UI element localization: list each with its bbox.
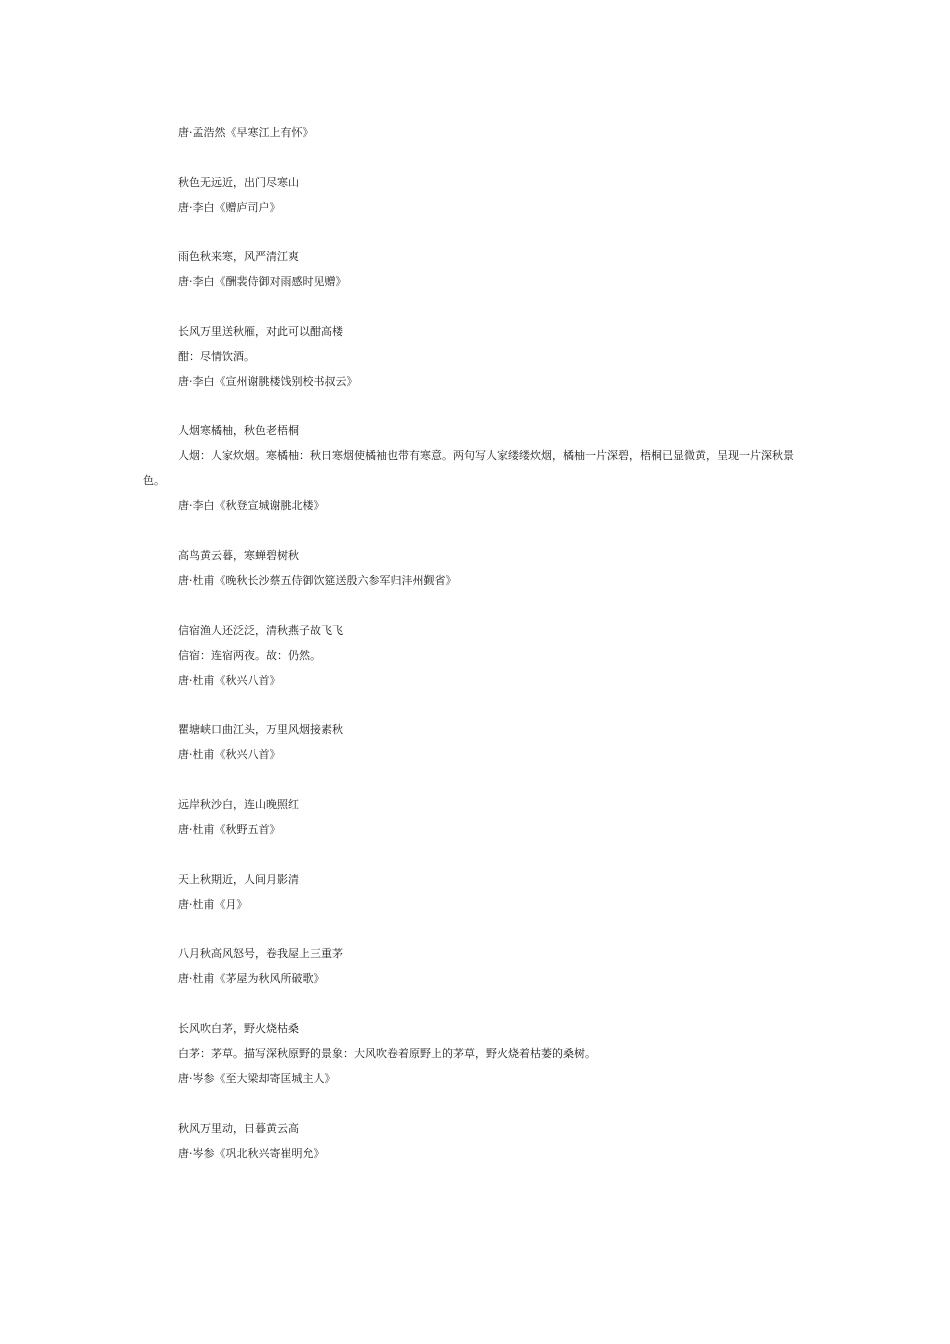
poem-line: 瞿塘峡口曲江头，万里风烟接素秋 — [178, 723, 343, 736]
poem-source: 唐·杜甫《茅屋为秋风所破歌》 — [178, 972, 325, 985]
poem-source: 唐·岑参《巩北秋兴寄崔明允》 — [178, 1147, 325, 1160]
poem-source: 唐·李白《赠庐司户》 — [178, 201, 281, 214]
poem-source: 唐·孟浩然《早寒江上有怀》 — [178, 126, 314, 139]
poem-line: 人烟寒橘柚，秋色老梧桐 — [178, 424, 299, 437]
poem-note: 人烟：人家炊烟。寒橘柚：秋日寒烟使橘袖也带有寒意。两句写人家缕缕炊烟，橘柚一片深碧，梧桐已显微黄，呈现一片深秋景 — [178, 449, 794, 462]
poem-source: 唐·李白《宣州谢朓楼饯别校书叔云》 — [178, 375, 358, 388]
poem-note-continuation: 色。 — [143, 474, 165, 487]
poem-source: 唐·杜甫《秋兴八首》 — [178, 748, 281, 761]
poem-line: 雨色秋来寒，风严清江爽 — [178, 250, 299, 263]
poem-line: 高鸟黄云暮，寒蝉碧树秋 — [178, 549, 299, 562]
poem-line: 天上秋期近，人间月影清 — [178, 873, 299, 886]
poem-note: 信宿：连宿两夜。故：仍然。 — [178, 649, 321, 662]
poem-source: 唐·杜甫《晚秋长沙蔡五侍御饮筵送殷六参军归沣州觐省》 — [178, 574, 457, 587]
poem-note: 白茅：茅草。描写深秋原野的景象：大风吹卷着原野上的茅草，野火烧着枯萎的桑树。 — [178, 1047, 596, 1060]
poem-source: 唐·岑参《至大梁却寄匡城主人》 — [178, 1072, 336, 1085]
poem-source: 唐·杜甫《月》 — [178, 898, 248, 911]
poem-line: 信宿渔人还泛泛，清秋燕子故飞飞 — [178, 624, 343, 637]
poem-line: 长风吹白茅，野火烧枯桑 — [178, 1022, 299, 1035]
poem-source: 唐·李白《秋登宣城谢朓北楼》 — [178, 499, 325, 512]
poem-source: 唐·杜甫《秋兴八首》 — [178, 674, 281, 687]
poem-line: 远岸秋沙白，连山晚照红 — [178, 798, 299, 811]
poem-source: 唐·杜甫《秋野五首》 — [178, 823, 281, 836]
poem-line: 秋风万里动，日暮黄云高 — [178, 1122, 299, 1135]
poem-line: 长风万里送秋雁，对此可以酣高楼 — [178, 325, 343, 338]
poem-source: 唐·李白《酬裴侍御对雨感时见赠》 — [178, 275, 347, 288]
poem-line: 秋色无远近，出门尽寒山 — [178, 176, 299, 189]
poem-line: 八月秋高风怒号，卷我屋上三重茅 — [178, 947, 343, 960]
poem-note: 酣：尽情饮酒。 — [178, 350, 255, 363]
